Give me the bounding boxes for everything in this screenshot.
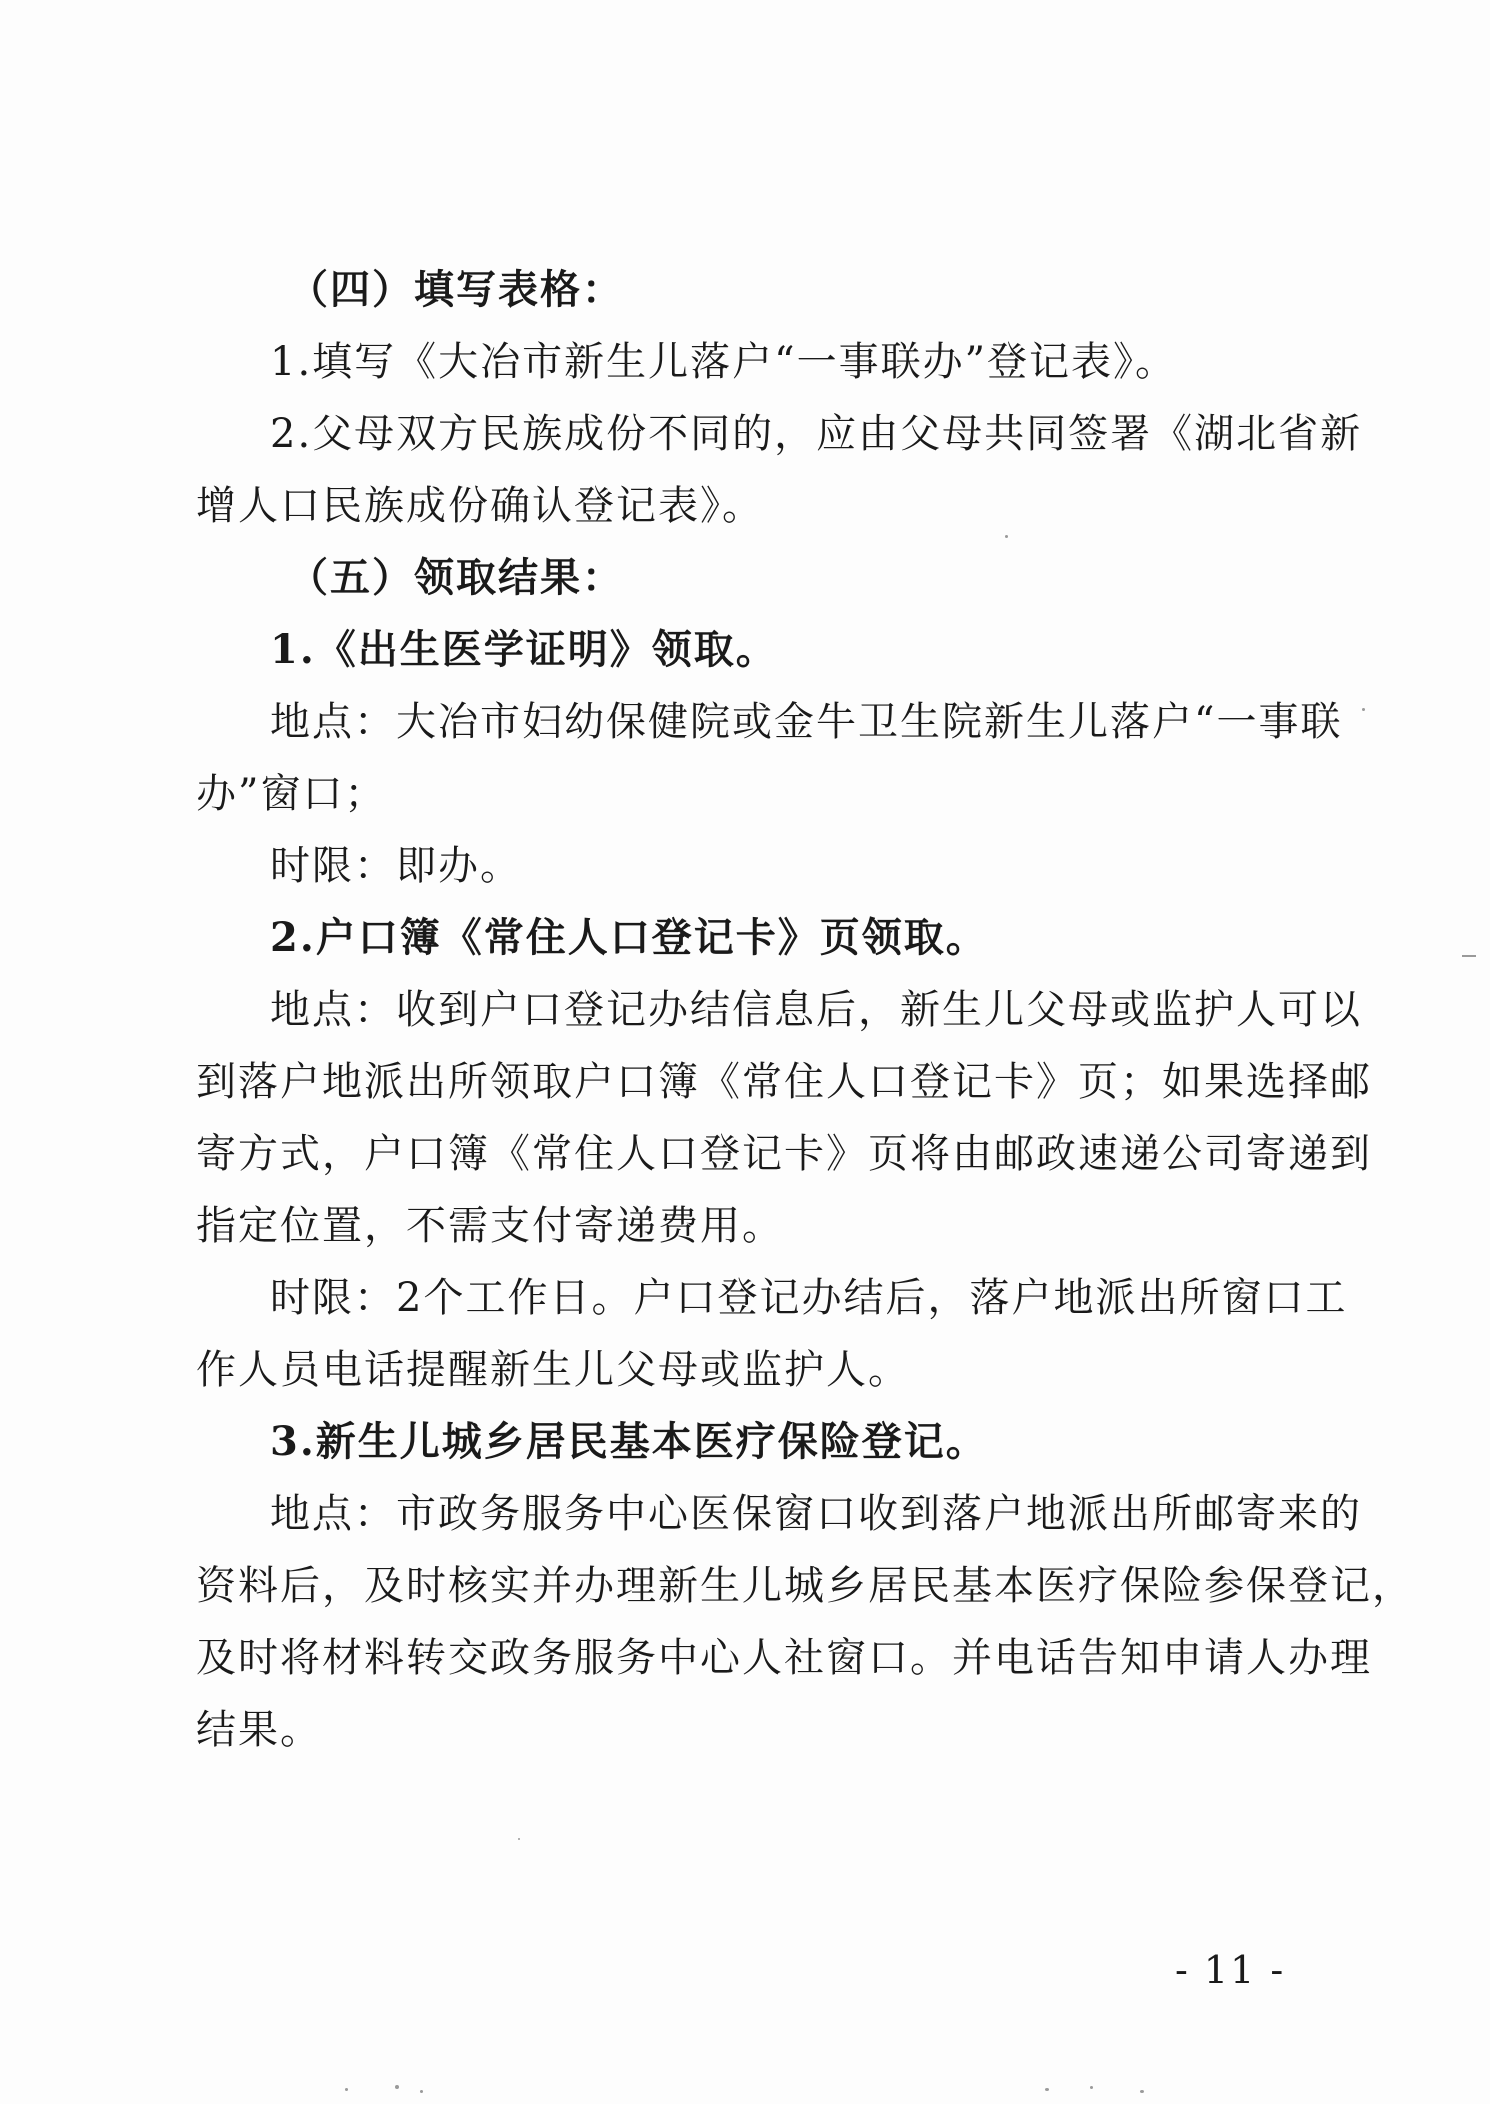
scan-speck (518, 1838, 520, 1840)
scan-speck (395, 2085, 399, 2089)
paragraph-line: 地点：大冶市妇幼保健院或金牛卫生院新生儿落户“一事联 (270, 699, 1343, 745)
scan-speck (1005, 535, 1008, 538)
page-number: - 11 - (1175, 1948, 1286, 1992)
paragraph-line: 资料后，及时核实并办理新生儿城乡居民基本医疗保险参保登记， (196, 1563, 1414, 1609)
paragraph-line: 作人员电话提醒新生儿父母或监护人。 (196, 1347, 910, 1393)
scan-speck (420, 2090, 423, 2093)
item-heading-medical-insurance: 3.新生儿城乡居民基本医疗保险登记。 (270, 1418, 988, 1465)
paragraph-line: 时限：2个工作日。户口登记办结后，落户地派出所窗口工 (270, 1275, 1348, 1321)
scan-speck (1090, 2086, 1093, 2089)
item-heading-birth-certificate: 1.《出生医学证明》领取。 (270, 626, 778, 673)
paragraph-line: 地点：收到户口登记办结信息后，新生儿父母或监护人可以 (270, 987, 1362, 1033)
scan-mark (1462, 955, 1476, 957)
scan-speck (1362, 708, 1365, 711)
paragraph-line: 指定位置，不需支付寄递费用。 (196, 1203, 784, 1249)
section-heading-fill-forms: （四）填写表格： (288, 266, 624, 313)
paragraph-line: 2.父母双方民族成份不同的，应由父母共同签署《湖北省新 (270, 411, 1363, 457)
paragraph-line: 1.填写《大冶市新生儿落户“一事联办”登记表》。 (270, 339, 1178, 385)
scan-speck (1140, 2090, 1144, 2093)
scan-speck (345, 2088, 348, 2091)
paragraph-line: 地点：市政务服务中心医保窗口收到落户地派出所邮寄来的 (270, 1491, 1362, 1537)
item-heading-household-register: 2.户口簿《常住人口登记卡》页领取。 (270, 914, 988, 961)
paragraph-line: 时限：即办。 (270, 843, 522, 889)
section-heading-collect-results: （五）领取结果： (288, 554, 624, 601)
paragraph-line: 增人口民族成份确认登记表》。 (196, 483, 764, 529)
paragraph-line: 办”窗口； (196, 771, 387, 817)
paragraph-line: 到落户地派出所领取户口簿《常住人口登记卡》页；如果选择邮 (196, 1059, 1372, 1105)
paragraph-line: 及时将材料转交政务服务中心人社窗口。并电话告知申请人办理 (196, 1635, 1372, 1681)
paragraph-line: 结果。 (196, 1707, 322, 1753)
paragraph-line: 寄方式，户口簿《常住人口登记卡》页将由邮政速递公司寄递到 (196, 1131, 1372, 1177)
scan-speck (1045, 2088, 1049, 2091)
